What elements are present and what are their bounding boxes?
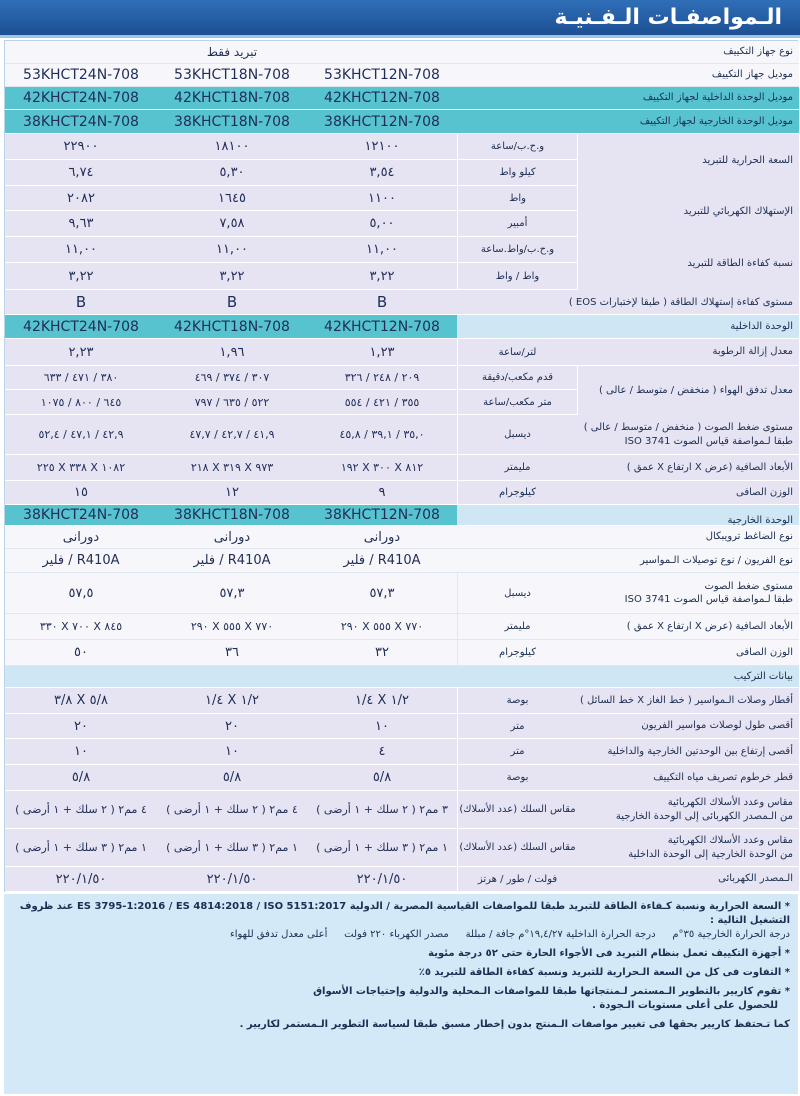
note-4-text: تقوم كاريير بالتطوير الـمستمر لـمنتجاتها طبقا للمواصفات الـمحلية والدولية وإحتياجات الأسواق	[313, 986, 782, 997]
outdoor-weight-row	[5, 640, 799, 666]
power-a-unit: أمبير	[457, 211, 577, 236]
wire-out-24: ٤ مم٢ ( ٢ سلك + ١ أرضى )	[15, 803, 147, 816]
outdoor-dims-24: ٨٤٥ X ٧٠٠ X ٣٣٠	[39, 620, 123, 633]
length-row	[5, 714, 799, 739]
indoor-model-row	[5, 87, 799, 110]
dehum-18: ١,٩٦	[219, 344, 245, 360]
outdoor-weight-unit: كيلوجرام	[457, 640, 577, 665]
wire-in-row	[5, 829, 799, 867]
outdoor-sound-label-1: مستوى ضغط الصوت	[704, 580, 793, 592]
note-2-star: *	[781, 948, 790, 959]
capacity-btu-18: ١٨١٠٠	[214, 139, 250, 154]
outdoor-dims-18: ٧٧٠ X ٥٥٥ X ٢٩٠	[190, 620, 274, 633]
model-label: موديل جهاز التكييف	[711, 69, 793, 81]
outdoor-section-label-bg	[457, 505, 799, 526]
refrigerant-18: R410A / فلير	[193, 553, 271, 568]
eer-w-24: ٣,٢٢	[68, 268, 94, 284]
power-label: الإستهلاك الكهربائي للتبريد	[577, 186, 799, 237]
pipe-12: ١/٢ X ١/٤	[355, 693, 409, 708]
model-row	[5, 64, 799, 87]
length-12: ١٠	[375, 718, 389, 734]
airflow-m3-24: ٦٤٥ / ٨٠٠ / ١٠٧٥	[40, 395, 122, 409]
power-w-12: ١١٠٠	[368, 190, 396, 206]
outdoor-sound-label	[577, 573, 799, 613]
supply-row	[5, 867, 799, 892]
indoor-section-model-24: 42KHCT24N-708	[23, 318, 139, 335]
indoor-model-label: موديل الوحدة الداخلية لجهاز التكييف	[642, 92, 793, 104]
indoor-sound-12: ٣٥,٠ / ٣٩,١ / ٤٥,٨	[339, 428, 425, 441]
indoor-section-model-18: 42KHCT18N-708	[174, 318, 290, 335]
note-1-voltage: مصدر الكهرباء ٢٢٠ فولت	[344, 929, 449, 940]
pipe-row	[5, 688, 799, 714]
eos-row	[5, 290, 799, 315]
note-1-outdoor-temp: درجة الحرارة الخارجية ٣٥°م	[672, 929, 790, 940]
compressor-24: دورانى	[62, 529, 100, 545]
indoor-model-12: 42KHCT12N-708	[324, 90, 440, 106]
pipe-label: أقطار وصلات الـمواسير ( خط الغاز X خط السائل )	[579, 694, 793, 706]
indoor-dims-18: ٩٧٣ X ٣١٩ X ٢١٨	[190, 461, 274, 474]
drain-12: ٥/٨	[372, 770, 392, 785]
outdoor-sound-18: ٥٧,٣	[219, 585, 245, 601]
outdoor-dims-12: ٧٧٠ X ٥٥٥ X ٢٩٠	[340, 620, 424, 633]
eer-w-12: ٣,٢٢	[369, 268, 395, 284]
capacity-kw-unit: كيلو واط	[457, 160, 577, 185]
compressor-row	[5, 526, 799, 549]
airflow-cfm-12: ٢٠٩ / ٢٤٨ / ٣٢٦	[344, 371, 420, 384]
note-5	[12, 1018, 790, 1032]
dehum-row	[5, 339, 799, 366]
wire-in-unit: مقاس السلك (عدد الأسلاك)	[457, 829, 577, 866]
drain-18: ٥/٨	[222, 770, 242, 785]
wire-in-label	[577, 829, 799, 866]
indoor-model-18: 42KHCT18N-708	[174, 90, 290, 106]
note-5-text: كما تـحتفظ كاريير بحقها فى تغيير مواصفات الـمنتج بدون إخطار مسبق طبقا لسياسة التطوير الـمستمر لكاريير .	[239, 1019, 790, 1030]
wire-out-12: ٣ مم٢ ( ٢ سلك + ١ أرضى )	[316, 803, 448, 816]
supply-unit: فولت / طور / هرتز	[457, 867, 577, 891]
indoor-model-24: 42KHCT24N-708	[23, 90, 139, 106]
note-3	[12, 966, 790, 980]
height-24: ١٠	[74, 744, 88, 759]
indoor-sound-row	[5, 415, 799, 455]
note-1-airflow: أعلى معدل تدفق للهواء	[230, 929, 328, 940]
power-w-24: ٢٠٨٢	[67, 190, 95, 206]
note-3-text: التفاوت فى كل من السعة الـحرارية للتبريد ونسبة كفاءة الطاقة للتبريد ٥٪	[418, 967, 782, 978]
pipe-24: ٥/٨ X ٣/٨	[54, 693, 108, 708]
wire-out-label-1: مقاس وعدد الأسلاك الكهربائية	[667, 797, 793, 808]
length-unit: متر	[457, 714, 577, 738]
wire-out-unit: مقاس السلك (عدد الأسلاك)	[457, 791, 577, 828]
wire-out-label-2: من الـمصدر الكهربائى إلى الوحدة الخارجية	[615, 810, 793, 822]
airflow-cfm-24: ٣٨٠ / ٤٧١ / ٦٣٣	[43, 371, 119, 384]
drain-24: ٥/٨	[71, 770, 91, 785]
outdoor-sound-label-2: طبقا لـمواصفة قياس الصوت ISO 3741	[624, 594, 793, 605]
type-value: تبريد فقط	[206, 45, 258, 59]
indoor-dims-12: ٨١٢ X ٣٠٠ X ١٩٢	[340, 461, 424, 474]
indoor-sound-18: ٤١,٩ / ٤٢,٧ / ٤٧,٧	[189, 428, 275, 441]
indoor-sound-label-2: طبقا لـمواصفة قياس الصوت ISO 3741	[624, 435, 793, 447]
indoor-section-label-bg	[457, 315, 799, 339]
indoor-sound-unit: ديسبل	[457, 415, 577, 454]
wire-in-12: ١ مم٢ ( ٣ سلك + ١ أرضى )	[316, 841, 448, 854]
eer-w-18: ٣,٢٢	[219, 268, 245, 284]
power-a-24: ٩,٦٣	[68, 216, 94, 231]
outdoor-sound-12: ٥٧,٣	[369, 585, 395, 601]
eer-w-unit: واط / واط	[457, 263, 577, 289]
dehum-12: ١,٢٣	[369, 344, 395, 360]
outdoor-dims-row	[5, 614, 799, 640]
length-18: ٢٠	[225, 718, 239, 734]
outdoor-model-row	[5, 110, 799, 134]
capacity-btu-24: ٢٢٩٠٠	[63, 139, 99, 154]
type-label: نوع جهاز التكييف	[723, 46, 793, 58]
note-1-indoor-temp: درجة الحرارة الداخلية ١٩,٤/٢٧°م جافة / مبللة	[465, 929, 656, 940]
note-4-star: *	[781, 986, 790, 997]
outdoor-model-12: 38KHCT12N-708	[324, 113, 440, 130]
capacity-label: السعة الحرارية للتبريد	[577, 134, 799, 186]
install-section-label: بيانات التركيب	[733, 671, 793, 682]
eos-12: B	[376, 293, 388, 311]
eer-btu-unit: و.ح.ب/واط.ساعة	[457, 237, 577, 262]
outdoor-section-model-12: 38KHCT12N-708	[324, 507, 440, 523]
refrigerant-12: R410A / فلير	[343, 553, 421, 568]
spec-table	[4, 40, 798, 892]
capacity-btu-12: ١٢١٠٠	[364, 139, 400, 154]
title-bar	[0, 0, 800, 38]
height-18: ١٠	[225, 744, 239, 759]
eos-18: B	[226, 293, 238, 311]
outdoor-weight-24: ٥٠	[74, 645, 88, 660]
outdoor-sound-24: ٥٧,٥	[68, 585, 94, 601]
outdoor-dims-label: الأبعاد الصافية (عرض X ارتفاع X عمق )	[626, 620, 793, 632]
indoor-weight-18: ١٢	[225, 485, 239, 500]
height-label: أقصى إرتفاع بين الوحدتين الخارجية والداخلية	[607, 745, 793, 757]
compressor-18: دورانى	[213, 529, 251, 545]
power-w-unit: واط	[457, 186, 577, 210]
outdoor-weight-18: ٣٦	[225, 645, 239, 660]
install-section-row	[5, 666, 799, 688]
outdoor-dims-unit: مليمتر	[457, 614, 577, 639]
outdoor-model-label: موديل الوحدة الخارجية لجهاز التكييف	[639, 115, 793, 127]
compressor-12: دورانى	[363, 529, 401, 545]
capacity-btu-unit: و.ح.ب/ساعة	[457, 134, 577, 159]
indoor-dims-row	[5, 455, 799, 481]
drain-unit: بوصة	[457, 765, 577, 790]
page-title: الـمواصفـات الـفـنيـة	[554, 5, 782, 30]
airflow-cfm-unit: قدم مكعب/دقيقة	[457, 366, 577, 389]
indoor-sound-label-1: مستوى ضغط الصوت ( منخفض / متوسط / عالى )	[583, 422, 793, 433]
supply-label: الـمصدر الكهربائى	[718, 873, 793, 885]
airflow-label: معدل تدفق الهواء ( منخفض / متوسط / عالى )	[577, 366, 799, 415]
dehum-unit: لتر/ساعة	[457, 339, 577, 365]
height-unit: متر	[457, 739, 577, 764]
supply-12: ٢٢٠/١/٥٠	[356, 871, 408, 887]
eer-btu-12: ١١,٠٠	[365, 242, 399, 257]
indoor-weight-label: الوزن الصافى	[735, 486, 793, 498]
pipe-18: ١/٢ X ١/٤	[205, 693, 259, 708]
note-2	[12, 947, 790, 961]
outdoor-model-18: 38KHCT18N-708	[174, 113, 290, 130]
indoor-sound-label	[577, 415, 799, 454]
wire-in-label-1: مقاس وعدد الأسلاك الكهربائية	[667, 835, 793, 846]
note-1-conditions	[230, 928, 790, 942]
capacity-kw-24: ٦,٧٤	[68, 165, 94, 180]
outdoor-weight-label: الوزن الصافى	[735, 646, 793, 658]
note-2-text: أجهزة التكييف تعمل بنظام التبريد فى الأجواء الحارة حتى ٥٢ درجة مئوية	[428, 948, 782, 959]
model-24: 53KHCT24N-708	[23, 67, 139, 83]
note-1	[12, 900, 790, 942]
refrigerant-row	[5, 549, 799, 573]
note-1-text: السعة الحرارية ونسبة كـفاءة الطاقة للتبريد طبقا للمواصفات القياسية المصرية / الدولية ES 3795-1:2016 / ES 4814:2018 / ISO 5151:2017 عند ظروف التشغيل التالية :	[19, 901, 790, 926]
drain-label: قطر خرطوم تصريف مياه التكييف	[653, 771, 793, 783]
indoor-dims-unit: مليمتر	[457, 455, 577, 480]
outdoor-sound-unit: ديسبل	[457, 573, 577, 613]
indoor-weight-12: ٩	[378, 485, 386, 500]
drain-row	[5, 765, 799, 791]
refrigerant-label: نوع الفريون / نوع توصيلات الـمواسير	[639, 554, 793, 566]
eer-btu-18: ١١,٠٠	[215, 242, 249, 257]
outdoor-section-label: الوحدة الخارجية	[727, 514, 793, 526]
model-12: 53KHCT12N-708	[324, 67, 440, 83]
indoor-dims-label: الأبعاد الصافية (عرض X ارتفاع X عمق )	[626, 461, 793, 473]
dehum-label: معدل إزالة الرطوبة	[712, 346, 793, 358]
notes-panel	[4, 894, 798, 1094]
eos-24: B	[75, 293, 87, 311]
outdoor-model-24: 38KHCT24N-708	[23, 113, 139, 130]
note-3-star: *	[781, 967, 790, 978]
indoor-sound-24: ٤٢,٩ / ٤٧,١ / ٥٢,٤	[38, 428, 124, 441]
power-a-12: ٥,٠٠	[369, 216, 395, 231]
indoor-weight-unit: كيلوجرام	[457, 481, 577, 504]
eer-btu-24: ١١,٠٠	[64, 242, 98, 257]
height-row	[5, 739, 799, 765]
airflow-m3-unit: متر مكعب/ساعة	[457, 390, 577, 414]
capacity-kw-12: ٣,٥٤	[369, 165, 395, 180]
note-4	[12, 985, 790, 1013]
airflow-m3-12: ٣٥٥ / ٤٢١ / ٥٥٤	[344, 395, 420, 409]
indoor-section-label: الوحدة الداخلية	[730, 321, 793, 332]
wire-in-24: ١ مم٢ ( ٣ سلك + ١ أرضى )	[15, 841, 147, 854]
compressor-label: نوع الضاغط ترويبكال	[705, 531, 793, 543]
outdoor-section-model-24: 38KHCT24N-708	[23, 507, 139, 523]
indoor-weight-row	[5, 481, 799, 505]
pipe-unit: بوصة	[457, 688, 577, 713]
power-w-18: ١٦٤٥	[218, 190, 246, 206]
wire-in-18: ١ مم٢ ( ٣ سلك + ١ أرضى )	[166, 841, 298, 854]
wire-out-label	[577, 791, 799, 828]
indoor-dims-24: ١٠٨٢ X ٣٣٨ X ٢٢٥	[36, 461, 126, 474]
wire-out-row	[5, 791, 799, 829]
wire-out-18: ٤ مم٢ ( ٢ سلك + ١ أرضى )	[166, 803, 298, 816]
outdoor-section-model-18: 38KHCT18N-708	[174, 507, 290, 523]
note-4-text-b: للحصول على أعلى مستويات الـجودة .	[592, 1000, 778, 1011]
airflow-m3-18: ٥٢٢ / ٦٣٥ / ٧٩٧	[194, 395, 270, 409]
height-12: ٤	[378, 744, 386, 759]
eer-label: نسبة كفاءة الطاقة للتبريد	[577, 237, 799, 290]
supply-24: ٢٢٠/١/٥٠	[55, 871, 107, 887]
indoor-section-model-12: 42KHCT12N-708	[324, 318, 440, 335]
outdoor-sound-row	[5, 573, 799, 614]
indoor-weight-24: ١٥	[74, 485, 88, 500]
eos-label: مستوى كفاءة إستهلاك الطاقة ( طبقا لإختبارات EOS )	[568, 296, 793, 308]
airflow-cfm-18: ٣٠٧ / ٣٧٤ / ٤٦٩	[194, 371, 270, 384]
outdoor-weight-12: ٣٢	[375, 645, 389, 660]
wire-in-label-2: من الوحدة الخارجية إلى الوحدة الداخلية	[628, 848, 793, 860]
note-1-star: *	[781, 901, 790, 912]
capacity-kw-18: ٥,٣٠	[219, 165, 245, 180]
power-a-18: ٧,٥٨	[219, 216, 245, 231]
refrigerant-24: R410A / فلير	[42, 553, 120, 568]
dehum-24: ٢,٢٣	[68, 344, 94, 360]
supply-18: ٢٢٠/١/٥٠	[206, 871, 258, 887]
model-18: 53KHCT18N-708	[174, 67, 290, 83]
length-24: ٢٠	[74, 718, 88, 734]
type-row	[5, 41, 799, 64]
length-label: أقصى طول لوصلات مواسير الفريون	[641, 720, 793, 732]
